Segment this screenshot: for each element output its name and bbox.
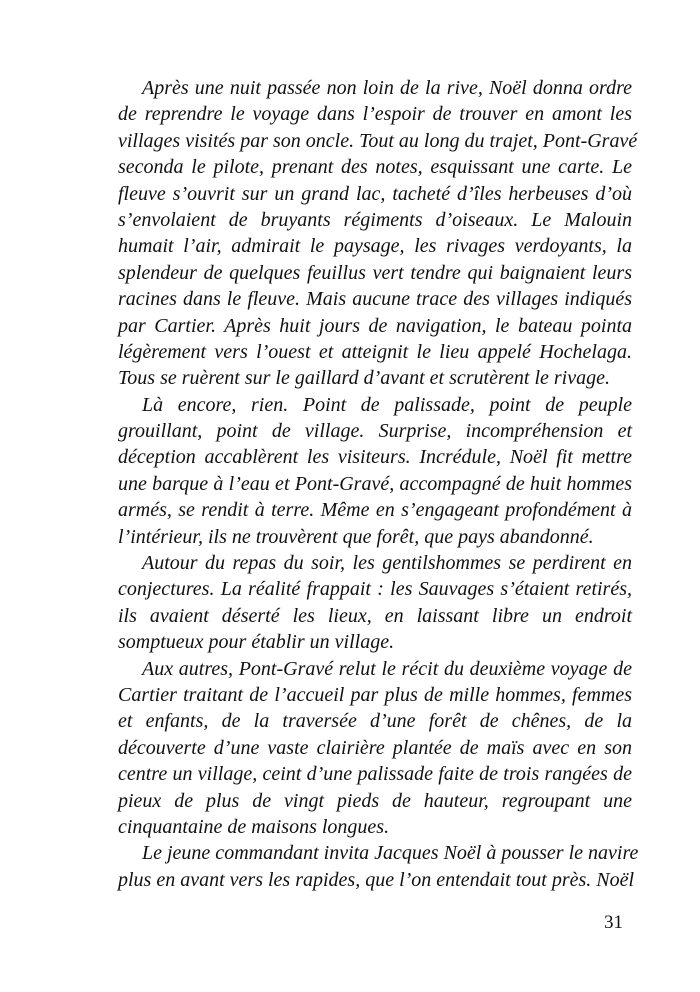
text-line: seconda le pilote, prenant des notes, esquissant une carte. Le <box>118 156 632 179</box>
paragraph <box>118 840 639 893</box>
text-line: villages visités par son oncle. Tout au long du trajet, Pont-Gravé <box>118 129 638 152</box>
text-line: légèrement vers l’ouest et atteignit le lieu appelé Hochelaga. <box>118 340 632 363</box>
text-line: somptueux pour établir un village. <box>118 631 395 654</box>
text-line: cinquantaine de maisons longues. <box>118 815 390 838</box>
paragraph <box>118 656 632 841</box>
text-line: et enfants, de la traversée d’une forêt de chênes, de la <box>118 710 632 733</box>
body-text <box>118 75 639 893</box>
text-line: racines dans le fleuve. Mais aucune trace des villages indiqués <box>118 288 632 311</box>
text-line: splendeur de quelques feuillus vert tendre qui baignaient leurs <box>118 261 632 284</box>
text-line: grouillant, point de village. Surprise, incompréhension et <box>118 420 632 443</box>
text-line: une barque à l’eau et Pont-Gravé, accompagné de huit hommes <box>118 472 632 495</box>
text-line: Après une nuit passée non loin de la rive, Noël donna ordre <box>142 77 632 99</box>
text-line: Le jeune commandant invita Jacques Noël à pousser le navire <box>142 842 639 865</box>
text-line: Cartier traitant de l’accueil par plus de mille hommes, femmes <box>118 683 632 706</box>
text-line: de reprendre le voyage dans l’espoir de trouver en amont les <box>118 103 632 126</box>
text-line: l’intérieur, ils ne trouvèrent que forêt, que pays abandonné. <box>118 525 594 548</box>
text-line: par Cartier. Après huit jours de navigation, le bateau pointa <box>118 314 632 337</box>
text-line: déception accablèrent les visiteurs. Incrédule, Noël fit mettre <box>118 446 632 469</box>
text-line: armés, se rendit à terre. Même en s’engageant profondément à <box>118 499 632 522</box>
text-line: Autour du repas du soir, les gentilshommes se perdirent en <box>142 552 632 575</box>
text-line: Là encore, rien. Point de palissade, point de peuple <box>142 393 632 416</box>
text-line: humait l’air, admirait le paysage, les rivages verdoyants, la <box>118 235 632 258</box>
paragraph <box>118 392 632 550</box>
text-line: ils avaient déserté les lieux, en laissant libre un endroit <box>118 604 632 627</box>
text-line: fleuve s’ouvrit sur un grand lac, tacheté d’îles herbeuses d’où <box>118 182 632 205</box>
text-line: découverte d’une vaste clairière plantée de maïs avec en son <box>118 736 632 759</box>
text-line: centre un village, ceint d’une palissade faite de trois rangées de <box>118 763 632 786</box>
text-line: pieux de plus de vingt pieds de hauteur, regroupant une <box>118 789 632 812</box>
text-line: Aux autres, Pont-Gravé relut le récit du deuxième voyage de <box>142 657 632 680</box>
text-line: conjectures. La réalité frappait : les Sauvages s’étaient retirés, <box>118 578 632 601</box>
text-line: s’envolaient de bruyants régiments d’oiseaux. Le Malouin <box>118 208 632 231</box>
text-line: plus en avant vers les rapides, que l’on entendait tout près. Noël <box>118 868 635 891</box>
page-number: 31 <box>604 912 623 933</box>
paragraph <box>118 550 632 656</box>
paragraph <box>118 75 638 392</box>
text-line: Tous se ruèrent sur le gaillard d’avant et scrutèrent le rivage. <box>118 367 610 390</box>
